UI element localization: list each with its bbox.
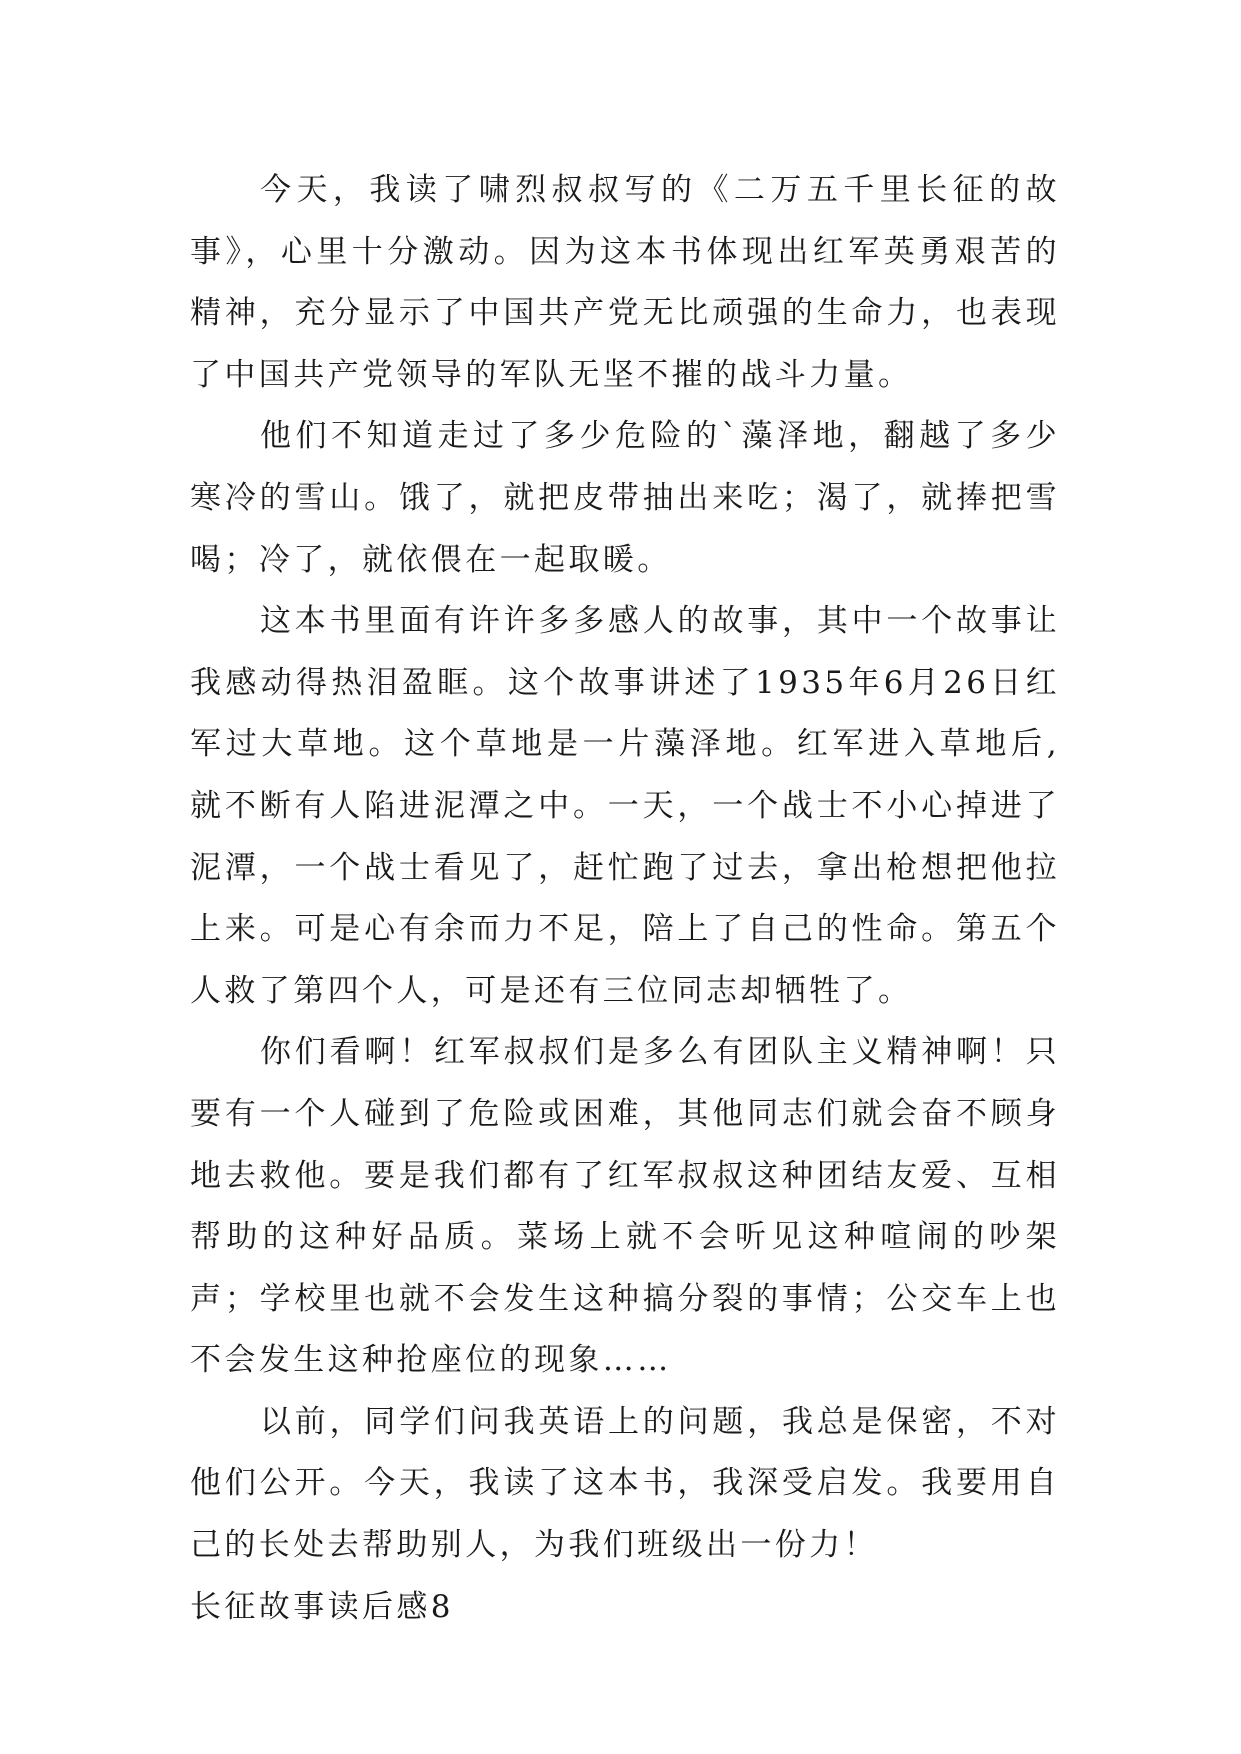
document-body	[190, 160, 1060, 1638]
paragraph-4: 你们看啊！红军叔叔们是多么有团队主义精神啊！只要有一个人碰到了危险或困难，其他同志们就会奋不顾身地去救他。要是我们都有了红军叔叔这种团结友爱、互相帮助的这种好品质。菜场上就不会听见这种喧闹的吵架声；学校里也就不会发生这种搞分裂的事情；公交车上也不会发生这种抢座位的现象……	[190, 1034, 1060, 1379]
paragraph-2: 他们不知道走过了多少危险的`藻泽地，翻越了多少寒冷的雪山。饿了，就把皮带抽出来吃；渴了，就捧把雪喝；冷了，就依偎在一起取暖。	[190, 418, 1060, 578]
paragraph-5: 以前，同学们问我英语上的问题，我总是保密，不对他们公开。今天，我读了这本书，我深受启发。我要用自己的长处去帮助别人，为我们班级出一份力！	[190, 1403, 1060, 1564]
paragraph-3: 这本书里面有许许多多感人的故事，其中一个故事让我感动得热泪盈眶。这个故事讲述了1935年6月26日红军过大草地。这个草地是一片藻泽地。红军进入草地后,就不断有人陷进泥潭之中。一天，一个战士不小心掉进了泥潭，一个战士看见了，赶忙跑了过去，拿出枪想把他拉上来。可是心有余而力不足，陪上了自己的性命。第五个人救了第四个人，可是还有三位同志却牺牲了。	[190, 603, 1060, 1009]
paragraph-1: 今天，我读了啸烈叔叔写的《二万五千里长征的故事》，心里十分激动。因为这本书体现出红军英勇艰苦的精神，充分显示了中国共产党无比顽强的生命力，也表现了中国共产党领导的军队无坚不摧的战斗力量。	[190, 172, 1060, 393]
section-heading: 长征故事读后感8	[190, 1588, 454, 1625]
